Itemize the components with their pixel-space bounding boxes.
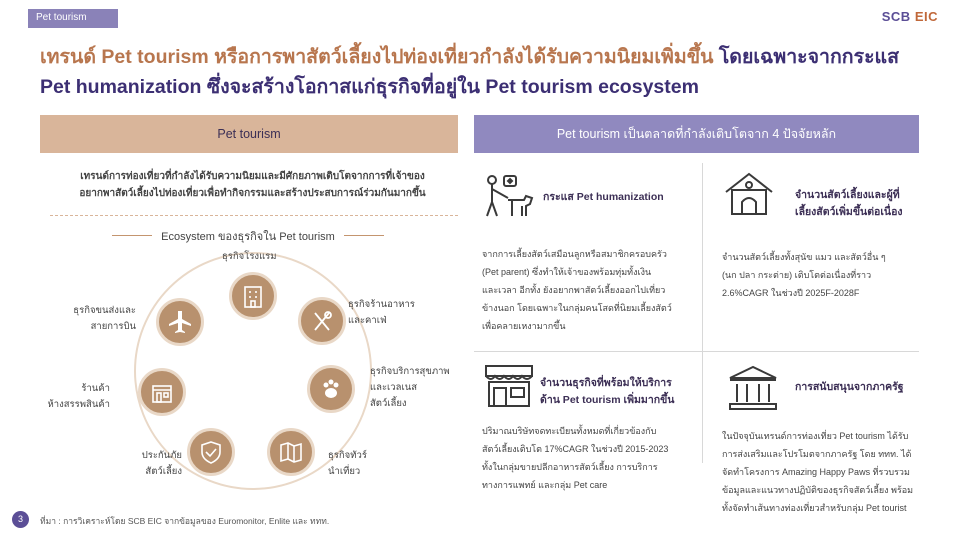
factor4-body: ในปัจจุบันเทรนด์การท่องเที่ยว Pet tourism ได้รับ การส่งเสริมและโปรโมตจากภาครัฐ โดย ททท. ได้ จัดทำโครงการ Amazing Happy Paws ที่รวบรวม ข้อมูลและแนวทางปฏิบัติของธุรกิจสัตว์เลี้ยง พร้อม ทั้งจัดทำเส้นทางท่องเที่ยวสำหรับกลุ่ม Pet tourist: [722, 431, 914, 513]
factor1-body: จากการเลี้ยงสัตว์เสมือนลูกหรือสมาชิกครอบครัว (Pet parent) ซึ่งทำให้เจ้าของพร้อมทุ่มทั้งเงิน และเวลา อีกทั้ง ยังอยากพาสัตว์เลี้ยงออกไปเที่ยว ข้างนอก โดยเฉพาะในกลุ่มคนโสดที่นิยมเลี้ยงสัตว์ เพื่อคลายเหงามากขึ้น: [482, 249, 672, 331]
source-note: ที่มา : การวิเคราะห์โดย SCB EIC จากข้อมูลของ Euromonitor, Enlite และ ททท.: [40, 516, 330, 526]
government-icon: [726, 364, 780, 412]
eco-label-transport: ธุรกิจขนส่งและ สายการบิน: [73, 305, 136, 332]
scb-eic-logo: [882, 9, 938, 24]
desc-line1: เทรนด์การท่องเที่ยวที่กำลังได้รับความนิยมและมีศักยภาพเติบโตจากการที่เจ้าของ: [80, 171, 425, 182]
factor3-body: ปริมาณบริษัทจดทะเบียนทั้งหมดที่เกี่ยวข้องกับ สัตว์เลี้ยงเติบโต 17%CAGR ในช่วงปี 2015-2023 ทั้งในกลุ่มขายปลีกอาหารสัตว์เลี้ยง การบริการ ทางการแพทย์ และกลุ่ม Pet care: [482, 426, 669, 490]
logo-main: SCB: [881, 9, 911, 24]
left-heading: Pet tourism: [40, 115, 458, 153]
pet-house-icon: [722, 170, 776, 218]
factor4-title: การสนับสนุนจากภาครัฐ: [795, 381, 904, 393]
eco-label-wellness: ธุรกิจบริการสุขภาพ และเวลเนส สัตว์เลี้ยง: [370, 366, 450, 409]
title-part2: โดยเฉพาะจากกระแส: [713, 46, 900, 68]
quadrant-vertical-divider: [702, 163, 703, 463]
hotel-icon: [229, 272, 277, 320]
factor2-title: จำนวนสัตว์เลี้ยงและผู้ที่ เลี้ยงสัตว์เพิ่มขึ้นต่อเนื่อง: [795, 189, 903, 218]
right-heading: Pet tourism เป็นตลาดที่กำลังเติบโตจาก 4 ปัจจัยหลัก: [474, 115, 919, 153]
eco-label-insurance: ประกันภัย สัตว์เลี้ยง: [141, 450, 182, 477]
map-icon: [267, 428, 315, 476]
quadrant-horizontal-divider: [474, 351, 919, 352]
section-tag: Pet tourism: [28, 9, 118, 28]
factor2-body: จำนวนสัตว์เลี้ยงทั้งสุนัข แมว และสัตว์อื่น ๆ (นก ปลา กระต่าย) เติบโตต่อเนื่องที่ราว 2.6%CAGR ในช่วงปี 2025F-2028F: [722, 252, 886, 298]
page-number: 3: [12, 511, 29, 528]
restaurant-icon: [298, 297, 346, 345]
title-line2: Pet humanization ซึ่งจะสร้างโอกาสแก่ธุรกิจที่อยู่ใน Pet tourism ecosystem: [40, 76, 699, 98]
shield-icon: [187, 428, 235, 476]
left-description: [55, 168, 450, 202]
eco-label-hotel: ธุรกิจโรงแรม: [222, 251, 277, 262]
eco-label-retail: ร้านค้า ห้างสรรพสินค้า: [47, 383, 110, 410]
ecosystem-title: Ecosystem ของธุรกิจใน Pet tourism: [112, 227, 384, 245]
pet-owner-icon: [482, 172, 536, 220]
eco-label-restaurant: ธุรกิจร้านอาหาร และคาเฟ่: [348, 299, 415, 326]
desc-line2: อยากพาสัตว์เลี้ยงไปท่องเที่ยวเพื่อทำกิจกรรมและสร้างประสบการณ์ร่วมกันมากขึ้น: [79, 188, 426, 199]
eco-label-tour: ธุรกิจทัวร์ นำเที่ยว: [328, 450, 367, 477]
page-title: [40, 42, 930, 102]
paw-icon: [307, 365, 355, 413]
title-part1: เทรนด์ Pet tourism หรือการพาสัตว์เลี้ยงไปท่องเที่ยวกำลังได้รับความนิยมเพิ่มขึ้น: [40, 46, 714, 68]
store-icon: [138, 368, 186, 416]
logo-sub: EIC: [914, 9, 938, 24]
dashed-divider: [50, 215, 458, 216]
factor1-title: กระแส Pet humanization: [543, 191, 664, 203]
shop-icon: [482, 362, 536, 410]
airplane-icon: [156, 298, 204, 346]
factor3-title: จำนวนธุรกิจที่พร้อมให้บริการ ด้าน Pet tourism เพิ่มมากขึ้น: [540, 377, 675, 406]
